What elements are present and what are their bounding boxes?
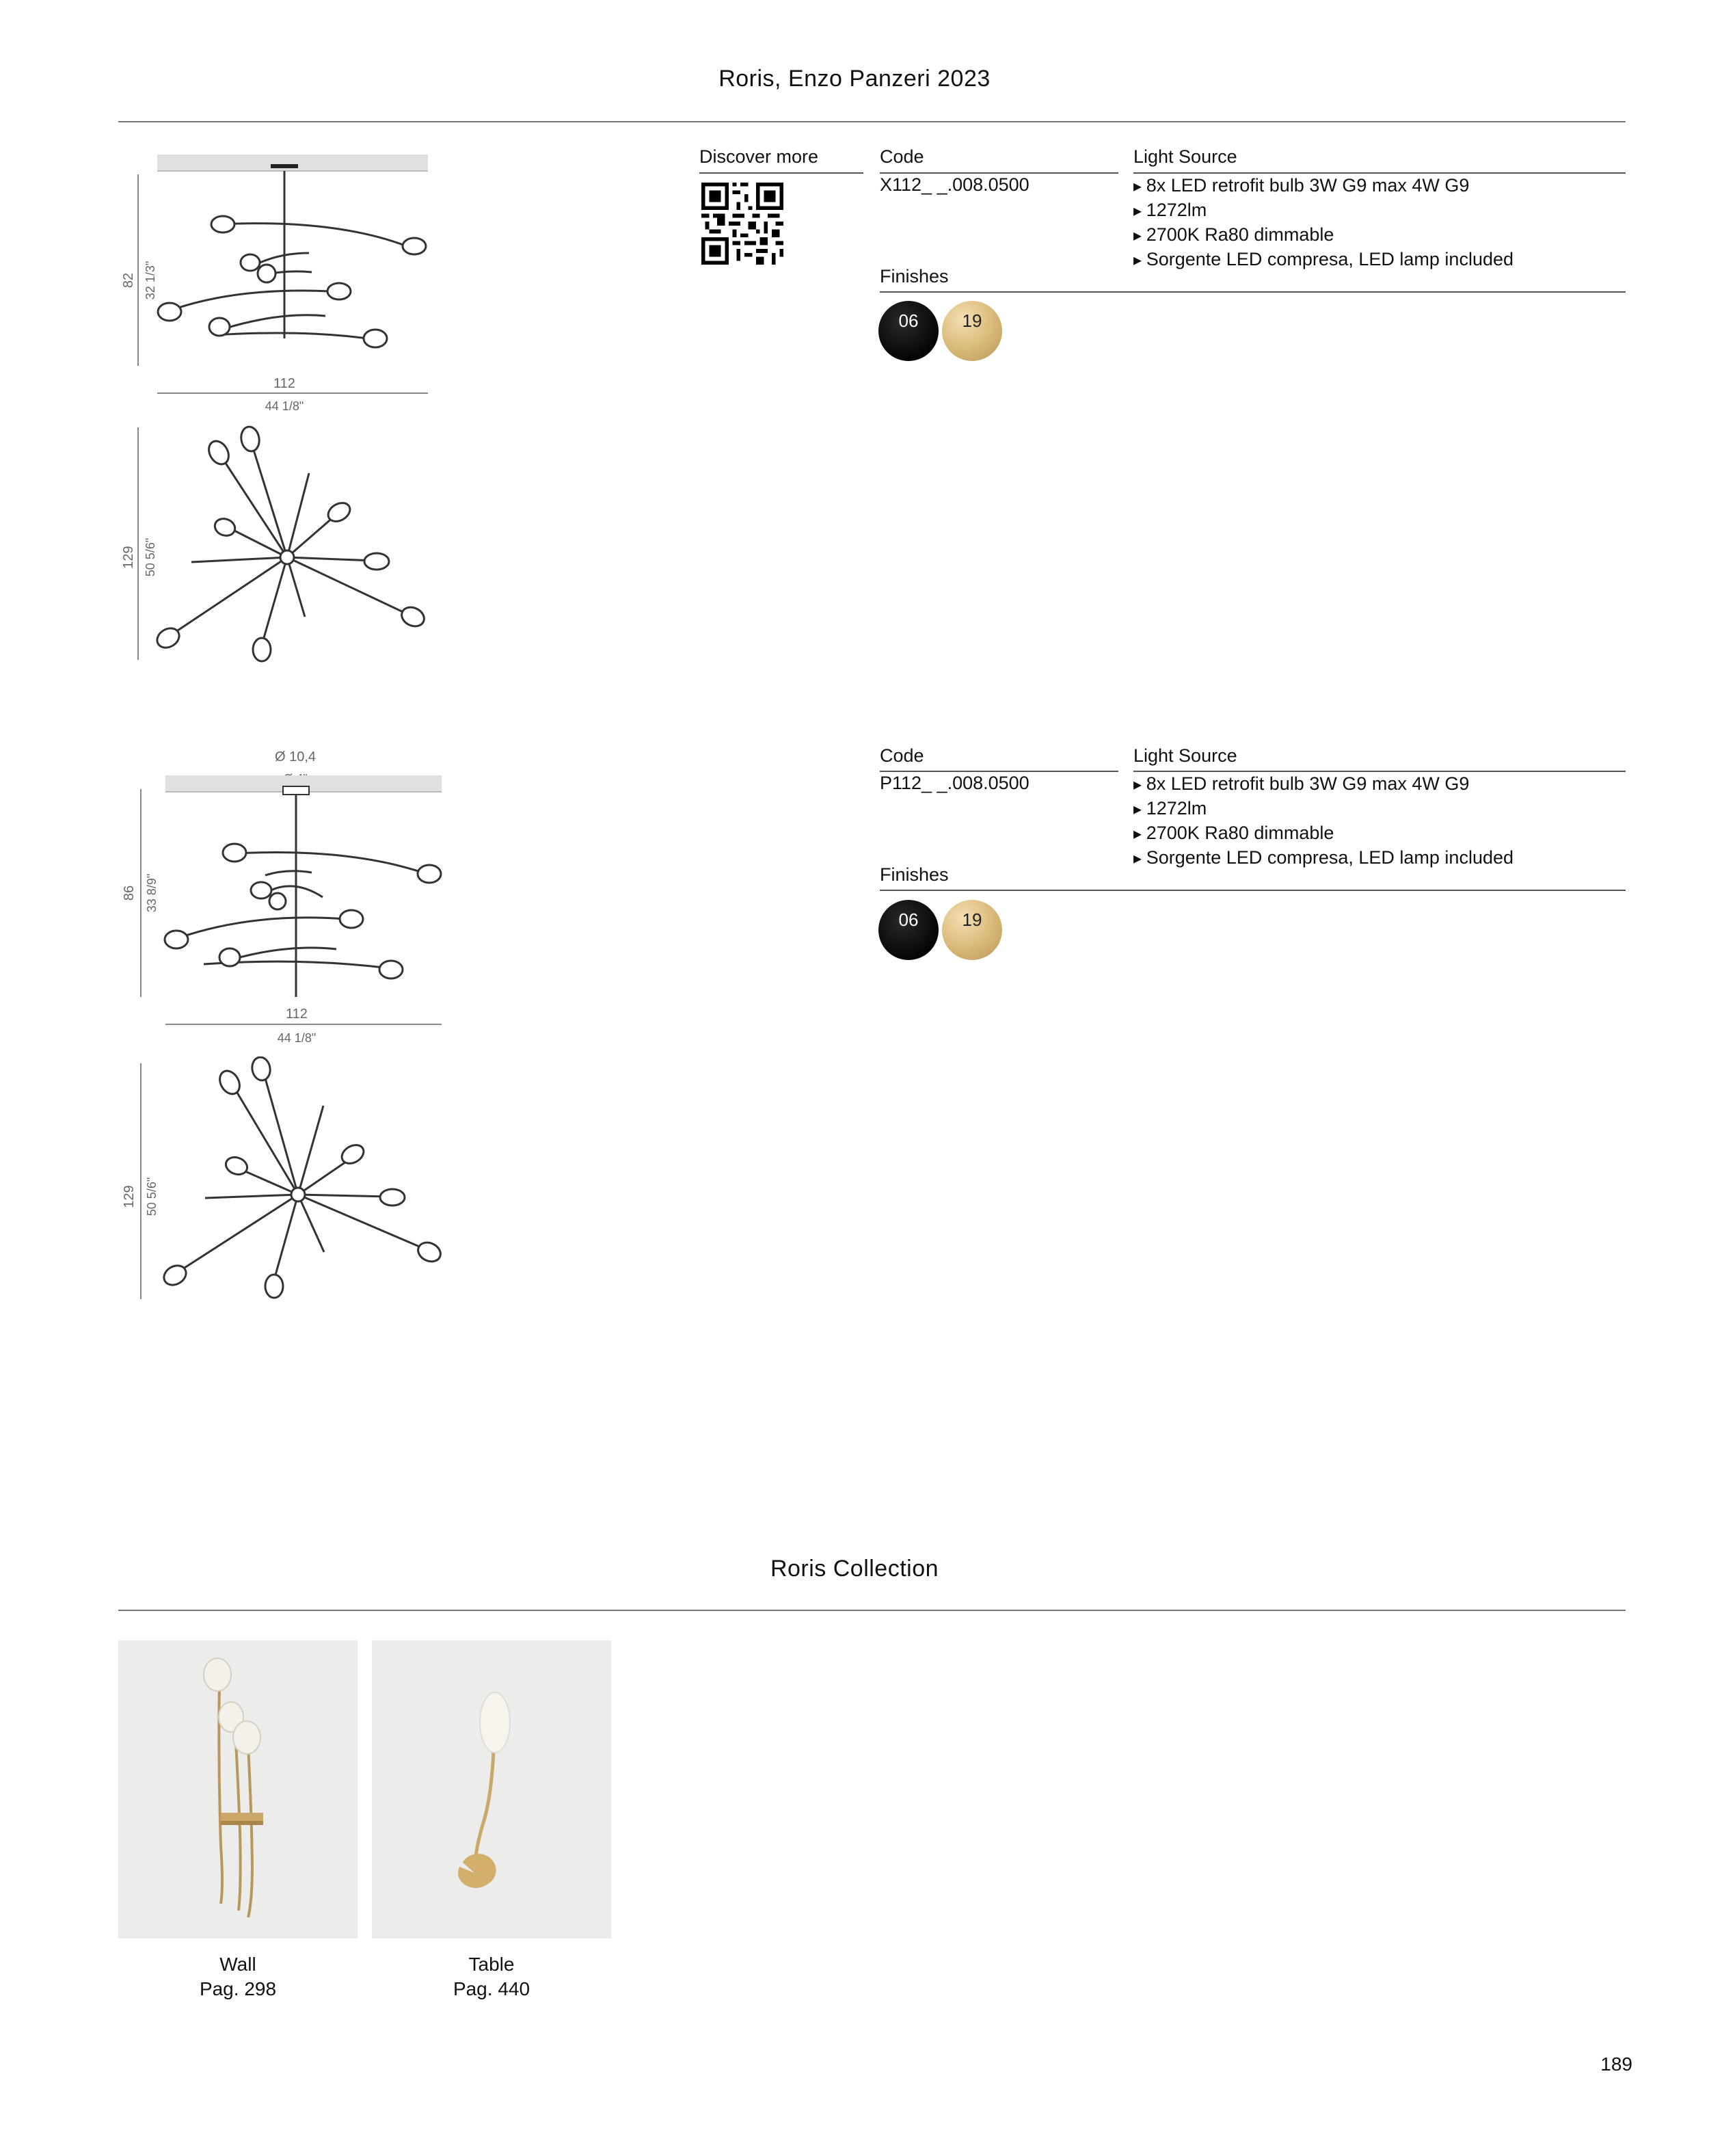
- width-in-label: 44 1/8": [277, 1031, 317, 1045]
- width-cm-label: 112: [286, 1007, 308, 1022]
- light-source-list: [1133, 772, 1513, 870]
- elevation-drawing-2: [116, 745, 458, 1053]
- plan-drawing-1: [116, 421, 451, 670]
- height-in-label: 33 8/9": [145, 873, 159, 913]
- table-lamp-image: [372, 1640, 611, 1939]
- finish-swatch-gold[interactable]: 19: [942, 900, 1002, 960]
- light-source-item: ▸ 1272lm: [1133, 797, 1513, 821]
- plan-drawing-2: [116, 1056, 458, 1309]
- code-rule: [880, 172, 1118, 174]
- finish-swatch-black[interactable]: 06: [878, 900, 939, 960]
- product-code: P112_ _.008.0500: [880, 773, 1030, 793]
- discover-more-label: Discover more: [699, 146, 819, 167]
- elevation-drawing-1: [116, 150, 451, 417]
- page-number: 189: [1600, 2053, 1632, 2075]
- discover-more-rule: [699, 172, 863, 174]
- light-source-item: ▸ 2700K Ra80 dimmable: [1133, 821, 1513, 846]
- light-source-list: [1133, 174, 1513, 272]
- plan-cm-label: 129: [121, 546, 136, 569]
- collection-item-table[interactable]: [372, 1640, 611, 1939]
- height-cm-label: 86: [122, 885, 137, 901]
- light-source-item: ▸ Sorgente LED compresa, LED lamp included: [1133, 846, 1513, 870]
- wall-lamp-image: [118, 1640, 358, 1939]
- width-in-label: 44 1/8": [265, 399, 304, 413]
- collection-item-name: Table: [468, 1954, 515, 1975]
- width-cm-label: 112: [273, 376, 295, 391]
- plan-in-label: 50 5/6": [144, 537, 157, 577]
- code-rule: [880, 771, 1118, 772]
- light-source-label: Light Source: [1133, 146, 1237, 167]
- finish-swatch-gold[interactable]: 19: [942, 301, 1002, 361]
- collection-caption-wall[interactable]: [118, 1952, 358, 2001]
- plan-cm-label: 129: [122, 1185, 137, 1208]
- collection-item-wall[interactable]: [118, 1640, 358, 1939]
- light-source-label: Light Source: [1133, 745, 1237, 766]
- qr-code[interactable]: [701, 183, 783, 265]
- light-source-item: ▸ 2700K Ra80 dimmable: [1133, 223, 1513, 248]
- height-cm-label: 82: [121, 272, 136, 289]
- canopy-cm-label: Ø 10,4: [274, 749, 317, 764]
- finishes-label: Finishes: [880, 266, 949, 287]
- finishes-rule: [880, 890, 1626, 891]
- collection-rule: [118, 1610, 1626, 1611]
- code-label: Code: [880, 745, 924, 766]
- collection-item-name: Wall: [219, 1954, 256, 1975]
- finishes-label: Finishes: [880, 864, 949, 885]
- header-rule: [118, 121, 1626, 122]
- height-in-label: 32 1/3": [144, 261, 157, 300]
- product-code: X112_ _.008.0500: [880, 174, 1030, 195]
- collection-item-page: Pag. 440: [453, 1978, 530, 1999]
- light-source-item: ▸ 1272lm: [1133, 198, 1513, 223]
- finishes-rule: [880, 291, 1626, 293]
- light-source-item: ▸ 8x LED retrofit bulb 3W G9 max 4W G9: [1133, 174, 1513, 198]
- finish-swatch-black[interactable]: 06: [878, 301, 939, 361]
- collection-caption-table[interactable]: [372, 1952, 611, 2001]
- collection-item-page: Pag. 298: [199, 1978, 277, 1999]
- light-source-item: ▸ 8x LED retrofit bulb 3W G9 max 4W G9: [1133, 772, 1513, 797]
- collection-title: Roris Collection: [770, 1556, 939, 1582]
- light-source-item: ▸ Sorgente LED compresa, LED lamp included: [1133, 248, 1513, 272]
- plan-in-label: 50 5/6": [145, 1177, 159, 1216]
- page-title: Roris, Enzo Panzeri 2023: [718, 66, 991, 92]
- code-label: Code: [880, 146, 924, 167]
